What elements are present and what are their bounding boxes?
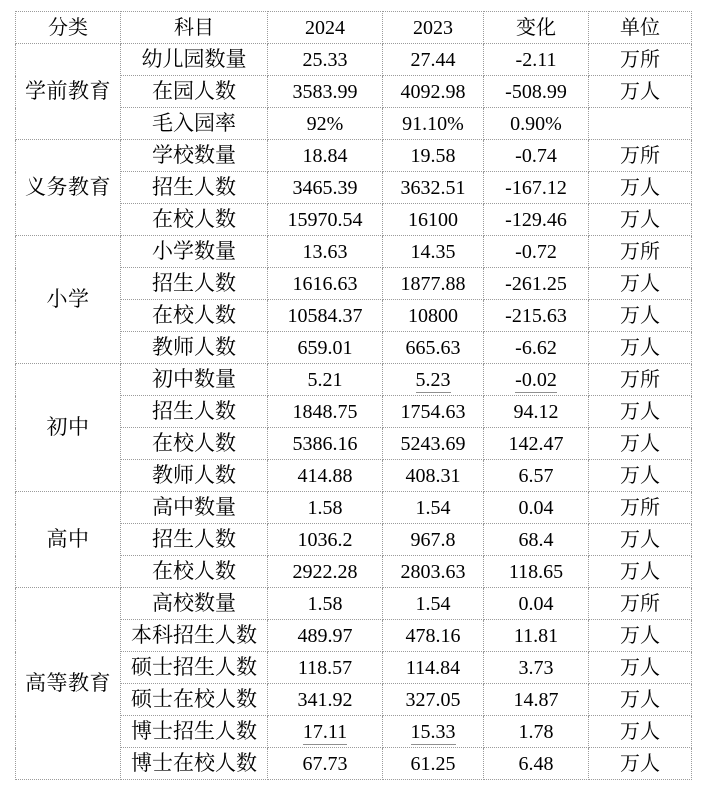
subject-cell: 学校数量 — [121, 140, 268, 172]
table-row — [16, 588, 692, 620]
table-row — [16, 492, 692, 524]
value-cell: 91.10% — [383, 108, 484, 140]
column-header-3: 2023 — [383, 12, 484, 44]
value-cell: 万人 — [589, 428, 692, 460]
subject-cell: 高校数量 — [121, 588, 268, 620]
value-cell: -508.99 — [484, 76, 589, 108]
subject-cell: 在校人数 — [121, 204, 268, 236]
value-cell: 万所 — [589, 44, 692, 76]
subject-cell: 高中数量 — [121, 492, 268, 524]
value-cell: 万人 — [589, 460, 692, 492]
value-cell: 万人 — [589, 268, 692, 300]
subject-cell: 教师人数 — [121, 332, 268, 364]
category-cell: 小学 — [16, 236, 121, 364]
value-cell: 4092.98 — [383, 76, 484, 108]
value-cell: 489.97 — [268, 620, 383, 652]
value-cell — [484, 364, 589, 396]
value-cell: 3.73 — [484, 652, 589, 684]
value-cell: 1.58 — [268, 492, 383, 524]
category-cell: 义务教育 — [16, 140, 121, 236]
subject-cell: 博士招生人数 — [121, 716, 268, 748]
value-cell: 万人 — [589, 204, 692, 236]
value-cell: 万人 — [589, 620, 692, 652]
value-cell: 14.87 — [484, 684, 589, 716]
value-cell: 11.81 — [484, 620, 589, 652]
category-cell: 高等教育 — [16, 588, 121, 780]
underlined-value: 17.11 — [302, 720, 348, 743]
value-cell: 5243.69 — [383, 428, 484, 460]
value-cell: 1.54 — [383, 588, 484, 620]
value-cell: 0.04 — [484, 588, 589, 620]
value-cell: 万人 — [589, 300, 692, 332]
subject-cell: 招生人数 — [121, 396, 268, 428]
value-cell: 15970.54 — [268, 204, 383, 236]
value-cell: 1.78 — [484, 716, 589, 748]
value-cell: 414.88 — [268, 460, 383, 492]
subject-cell: 在校人数 — [121, 428, 268, 460]
value-cell: 万人 — [589, 556, 692, 588]
subject-cell: 教师人数 — [121, 460, 268, 492]
value-cell: 3632.51 — [383, 172, 484, 204]
value-cell: -167.12 — [484, 172, 589, 204]
value-cell: 3583.99 — [268, 76, 383, 108]
value-cell: 0.90% — [484, 108, 589, 140]
column-header-2: 2024 — [268, 12, 383, 44]
value-cell: 25.33 — [268, 44, 383, 76]
value-cell: 118.57 — [268, 652, 383, 684]
subject-cell: 在校人数 — [121, 556, 268, 588]
value-cell: 1877.88 — [383, 268, 484, 300]
value-cell: 27.44 — [383, 44, 484, 76]
value-cell: 1754.63 — [383, 396, 484, 428]
value-cell: 14.35 — [383, 236, 484, 268]
value-cell: 114.84 — [383, 652, 484, 684]
value-cell: 118.65 — [484, 556, 589, 588]
subject-cell: 初中数量 — [121, 364, 268, 396]
subject-cell: 在校人数 — [121, 300, 268, 332]
value-cell: -6.62 — [484, 332, 589, 364]
value-cell: -2.11 — [484, 44, 589, 76]
value-cell: -215.63 — [484, 300, 589, 332]
column-header-1: 科目 — [121, 12, 268, 44]
column-header-0: 分类 — [16, 12, 121, 44]
value-cell: 万人 — [589, 748, 692, 780]
value-cell: 万人 — [589, 76, 692, 108]
value-cell: 万人 — [589, 524, 692, 556]
value-cell: 万人 — [589, 332, 692, 364]
value-cell: 2922.28 — [268, 556, 383, 588]
value-cell: 万所 — [589, 364, 692, 396]
value-cell: 478.16 — [383, 620, 484, 652]
table-row — [16, 364, 692, 396]
value-cell: 61.25 — [383, 748, 484, 780]
subject-cell: 博士在校人数 — [121, 748, 268, 780]
value-cell: 659.01 — [268, 332, 383, 364]
value-cell: 万人 — [589, 716, 692, 748]
subject-cell: 幼儿园数量 — [121, 44, 268, 76]
value-cell: 万所 — [589, 140, 692, 172]
value-cell: 5386.16 — [268, 428, 383, 460]
value-cell: 1.58 — [268, 588, 383, 620]
table-row — [16, 140, 692, 172]
value-cell: 16100 — [383, 204, 484, 236]
value-cell: 5.21 — [268, 364, 383, 396]
underlined-value: 5.23 — [415, 368, 451, 391]
value-cell: 1036.2 — [268, 524, 383, 556]
category-cell: 学前教育 — [16, 44, 121, 140]
value-cell: 19.58 — [383, 140, 484, 172]
subject-cell: 本科招生人数 — [121, 620, 268, 652]
value-cell: 967.8 — [383, 524, 484, 556]
table-header-row — [16, 12, 692, 44]
education-statistics-table — [15, 11, 692, 780]
value-cell: 万人 — [589, 172, 692, 204]
value-cell: 1848.75 — [268, 396, 383, 428]
value-cell — [268, 716, 383, 748]
value-cell: 2803.63 — [383, 556, 484, 588]
column-header-4: 变化 — [484, 12, 589, 44]
value-cell: -129.46 — [484, 204, 589, 236]
table-row — [16, 236, 692, 268]
value-cell: 万人 — [589, 652, 692, 684]
value-cell: -0.74 — [484, 140, 589, 172]
column-header-5: 单位 — [589, 12, 692, 44]
value-cell: 94.12 — [484, 396, 589, 428]
subject-cell: 在园人数 — [121, 76, 268, 108]
subject-cell: 小学数量 — [121, 236, 268, 268]
value-cell: 6.48 — [484, 748, 589, 780]
value-cell: 万人 — [589, 396, 692, 428]
value-cell: -261.25 — [484, 268, 589, 300]
subject-cell: 招生人数 — [121, 524, 268, 556]
value-cell: 万所 — [589, 588, 692, 620]
value-cell: 142.47 — [484, 428, 589, 460]
value-cell: 408.31 — [383, 460, 484, 492]
value-cell — [383, 716, 484, 748]
subject-cell: 硕士在校人数 — [121, 684, 268, 716]
subject-cell: 招生人数 — [121, 172, 268, 204]
value-cell: 3465.39 — [268, 172, 383, 204]
underlined-value: 15.33 — [410, 720, 456, 743]
value-cell: 68.4 — [484, 524, 589, 556]
underlined-value: -0.02 — [515, 368, 557, 391]
value-cell: 67.73 — [268, 748, 383, 780]
value-cell: 0.04 — [484, 492, 589, 524]
value-cell: 1.54 — [383, 492, 484, 524]
value-cell: 万所 — [589, 236, 692, 268]
value-cell: 665.63 — [383, 332, 484, 364]
value-cell: -0.72 — [484, 236, 589, 268]
value-cell: 10800 — [383, 300, 484, 332]
value-cell: 1616.63 — [268, 268, 383, 300]
value-cell: 341.92 — [268, 684, 383, 716]
value-cell: 18.84 — [268, 140, 383, 172]
category-cell: 初中 — [16, 364, 121, 492]
value-cell: 327.05 — [383, 684, 484, 716]
value-cell: 6.57 — [484, 460, 589, 492]
category-cell: 高中 — [16, 492, 121, 588]
value-cell — [589, 108, 692, 140]
subject-cell: 招生人数 — [121, 268, 268, 300]
value-cell: 万人 — [589, 684, 692, 716]
table-row — [16, 44, 692, 76]
value-cell: 10584.37 — [268, 300, 383, 332]
value-cell: 万所 — [589, 492, 692, 524]
subject-cell: 硕士招生人数 — [121, 652, 268, 684]
value-cell: 92% — [268, 108, 383, 140]
value-cell: 13.63 — [268, 236, 383, 268]
value-cell — [383, 364, 484, 396]
subject-cell: 毛入园率 — [121, 108, 268, 140]
